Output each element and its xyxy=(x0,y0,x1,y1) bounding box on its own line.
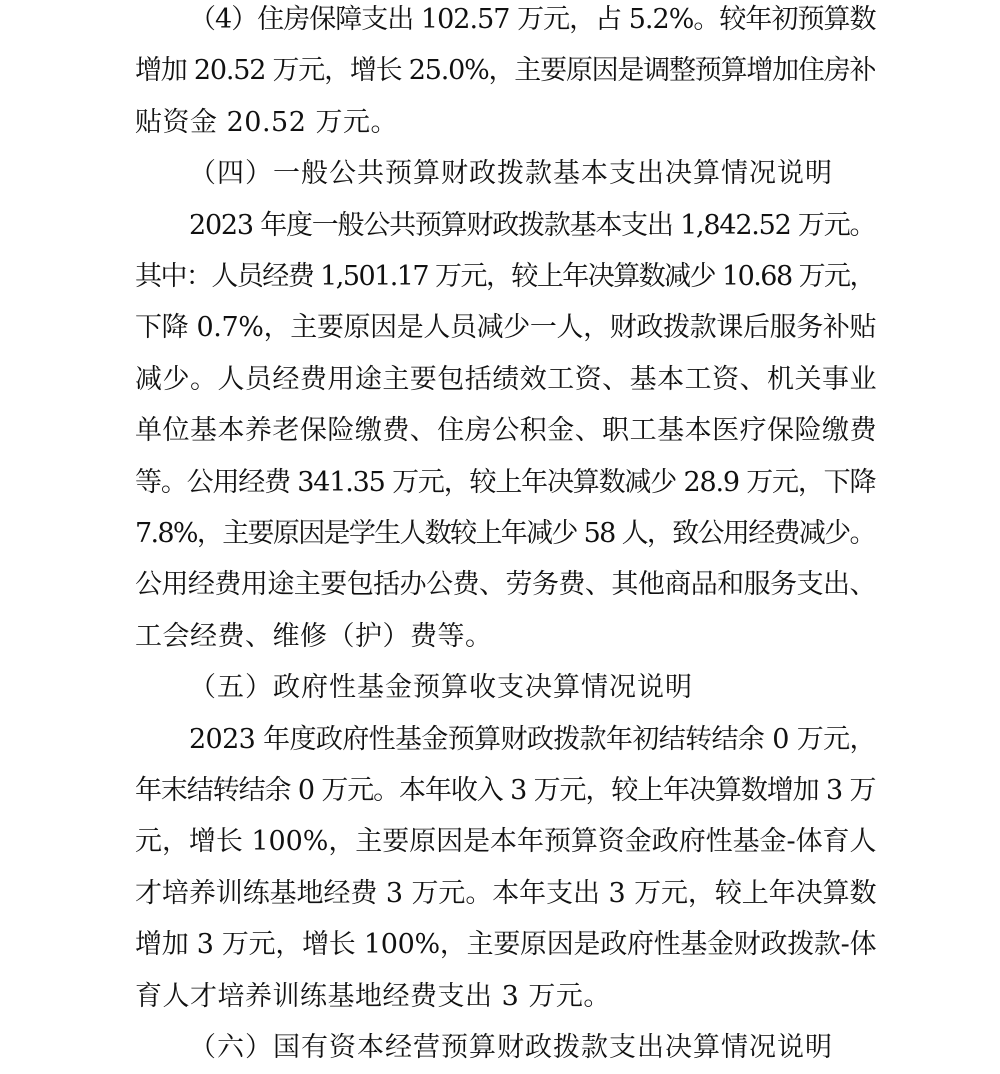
paragraph-line: 增加 3 万元，增长 100%，主要原因是政府性基金财政拨款-体 xyxy=(135,929,877,961)
paragraph-line: 单位基本养老保险缴费、住房公积金、职工基本医疗保险缴费 xyxy=(135,415,877,447)
paragraph-line: 贴资金 20.52 万元。 xyxy=(135,106,398,138)
paragraph-line: 年末结转结余 0 万元。本年收入 3 万元，较上年决算数增加 3 万 xyxy=(135,775,876,806)
paragraph-line: 2023 年度一般公共预算财政拨款基本支出 1,842.52 万元。 xyxy=(189,209,876,241)
paragraph-line: （4）住房保障支出 102.57 万元，占 5.2%。较年初预算数 xyxy=(189,4,876,35)
paragraph-line: 7.8%，主要原因是学生人数较上年减少 58 人，致公用经费减少。 xyxy=(135,518,875,549)
paragraph-line: 才培养训练基地经费 3 万元。本年支出 3 万元，较上年决算数 xyxy=(135,877,877,909)
section-heading: （六）国有资本经营预算财政拨款支出决算情况说明 xyxy=(189,1032,833,1063)
paragraph-line: 公用经费用途主要包括办公费、劳务费、其他商品和服务支出、 xyxy=(135,569,876,601)
paragraph-line: 工会经费、维修（护）费等。 xyxy=(135,620,493,652)
paragraph-line: 等。公用经费 341.35 万元，较上年决算数减少 28.9 万元，下降 xyxy=(135,466,876,498)
section-heading: （五）政府性基金预算收支决算情况说明 xyxy=(189,672,693,704)
paragraph-line: 元，增长 100%，主要原因是本年预算资金政府性基金-体育人 xyxy=(135,826,877,858)
paragraph-line: 减少。人员经费用途主要包括绩效工资、基本工资、机关事业 xyxy=(135,363,877,395)
paragraph-line: 育人才培养训练基地经费支出 3 万元。 xyxy=(135,980,611,1012)
paragraph-line: 增加 20.52 万元，增长 25.0%，主要原因是调整预算增加住房补 xyxy=(135,55,876,87)
paragraph-line: 其中：人员经费 1,501.17 万元，较上年决算数减少 10.68 万元， xyxy=(135,261,875,292)
paragraph-line: 下降 0.7%，主要原因是人员减少一人，财政拨款课后服务补贴 xyxy=(135,312,877,344)
section-heading: （四）一般公共预算财政拨款基本支出决算情况说明 xyxy=(189,158,833,190)
paragraph-line: 2023 年度政府性基金预算财政拨款年初结转结余 0 万元， xyxy=(189,723,876,755)
